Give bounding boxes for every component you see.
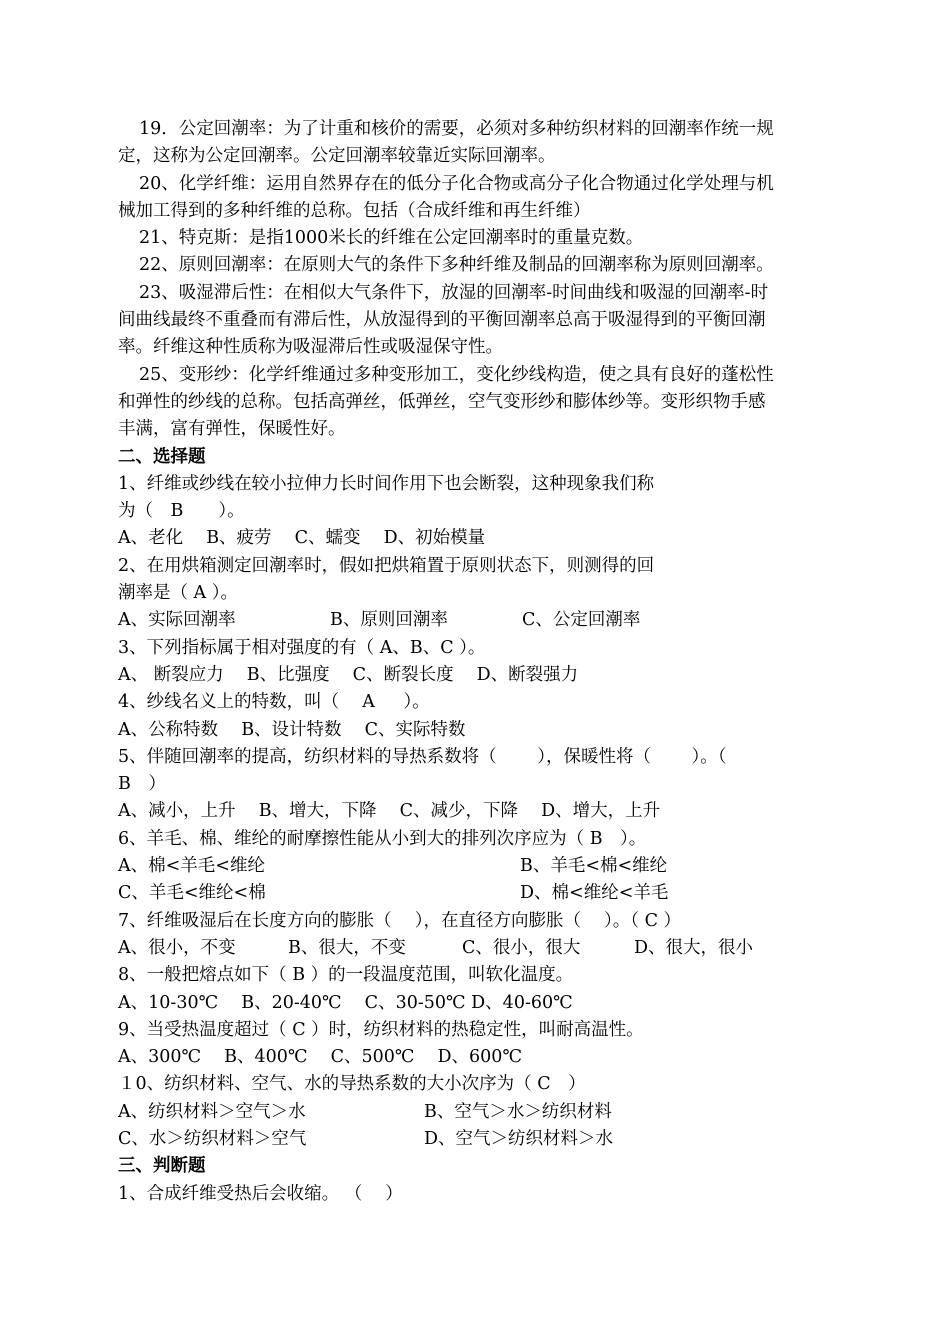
- mc-option: C、水＞纺织材料＞空气: [118, 1128, 307, 1149]
- mc-option: A、纺织材料＞空气＞水: [118, 1101, 306, 1122]
- definition-23-line-3: 率。纤维这种性质称为吸湿滞后性或吸湿保守性。: [118, 337, 503, 358]
- mc-option: C、羊毛<维纶<棉: [118, 883, 266, 904]
- mc-option: D、空气＞纺织材料＞水: [424, 1128, 614, 1149]
- mc-option: D、很大，很小: [634, 937, 754, 958]
- mc-option: B、原则回潮率: [330, 610, 448, 631]
- mc-line: A、公称特数 B、设计特数 C、实际特数: [118, 719, 466, 740]
- mc-option: B、空气＞水＞纺织材料: [424, 1101, 612, 1122]
- definition-19-line-2: 定，这称为公定回潮率。公定回潮率较靠近实际回潮率。: [118, 146, 556, 167]
- mc-line: 9、当受热温度超过（ C ）时，纺织材料的热稳定性，叫耐高温性。: [118, 1019, 644, 1040]
- mc-line: 5、伴随回潮率的提高，纺织材料的导热系数将（ ），保暖性将（ ）。（: [118, 746, 727, 767]
- mc-line: 2、在用烘箱测定回潮率时，假如把烘箱置于原则状态下，则测得的回: [118, 555, 655, 576]
- mc-line: B ）: [118, 774, 166, 795]
- definition-25-line-2: 和弹性的纱线的总称。包括高弹丝，低弹丝，空气变形纱和膨体纱等。变形织物手感: [118, 391, 766, 412]
- mc-line: A、 断裂应力 B、比强度 C、断裂长度 D、断裂强力: [118, 664, 579, 685]
- mc-options-row: [118, 607, 834, 634]
- mc-line: １0、纺织材料、空气、水的导热系数的大小次序为（ C ）: [118, 1074, 586, 1095]
- mc-line: 潮率是（ A ）。: [118, 583, 239, 604]
- mc-line: 为（ B ）。: [118, 501, 245, 522]
- mc-line: 7、纤维吸湿后在长度方向的膨胀（ ），在直径方向膨胀（ ）。（ C ）: [118, 910, 682, 931]
- multiple-choice-questions: [118, 471, 834, 1153]
- definition-21-line-1: 21、特克斯：是指1000米长的纤维在公定回潮率时的重量克数。: [139, 228, 644, 249]
- definition-19-line-1: 19．公定回潮率：为了计重和核价的需要，必须对多种纺织材料的回潮率作统一规: [139, 119, 774, 139]
- mc-option: D、棉<维纶<羊毛: [520, 883, 669, 904]
- definition-20-line-2: 械加工得到的多种纤维的总称。包括（合成纤维和再生纤维）: [118, 200, 591, 221]
- mc-options-row: [118, 1099, 834, 1126]
- mc-line: 3、下列指标属于相对强度的有（ A、B、C ）。: [118, 637, 486, 658]
- mc-options-row: [118, 853, 834, 880]
- mc-line: A、300℃ B、400℃ C、500℃ D、600℃: [118, 1047, 523, 1068]
- mc-options-row: [118, 880, 834, 907]
- mc-line: 8、一般把熔点如下（ B ）的一段温度范围，叫软化温度。: [118, 965, 574, 986]
- section-heading-true-false: 三、判断题: [118, 1156, 206, 1177]
- mc-option: A、实际回潮率: [118, 610, 236, 631]
- document-body: [118, 116, 834, 1208]
- mc-option: A、棉<羊毛<维纶: [118, 856, 265, 877]
- mc-option: B、羊毛<棉<维纶: [520, 856, 668, 877]
- definition-23-line-1: 23、吸湿滞后性：在相似大气条件下，放湿的回潮率-时间曲线和吸湿的回潮率-时: [139, 282, 769, 303]
- definitions-block: [118, 116, 834, 444]
- mc-option: C、公定回潮率: [522, 610, 641, 631]
- definition-23-line-2: 间曲线最终不重叠而有滞后性，从放湿得到的平衡回潮率总高于吸湿得到的平衡回潮: [118, 310, 766, 331]
- definition-22-line-1: 22、原则回潮率：在原则大气的条件下多种纤维及制品的回潮率称为原则回潮率。: [139, 255, 774, 276]
- true-false-question-1: 1、合成纤维受热后会收缩。 （ ）: [118, 1183, 403, 1204]
- mc-options-row: [118, 1126, 834, 1153]
- mc-line: A、减小，上升 B、增大，下降 C、减少，下降 D、增大，上升: [118, 801, 661, 822]
- definition-25-line-3: 丰满，富有弹性，保暖性好。: [118, 419, 346, 440]
- mc-options-row: [118, 935, 834, 962]
- mc-line: A、老化 B、疲劳 C、蠕变 D、初始模量: [118, 528, 486, 549]
- mc-option: C、很小，很大: [462, 937, 581, 958]
- mc-option: B、很大，不变: [288, 937, 406, 958]
- definition-20-line-1: 20、化学纤维：运用自然界存在的低分子化合物或高分子化合物通过化学处理与机: [139, 173, 774, 194]
- mc-line: 6、羊毛、棉、维纶的耐摩擦性能从小到大的排列次序应为（ B ）。: [118, 828, 647, 849]
- section-heading-multiple-choice: 二、选择题: [118, 446, 206, 467]
- mc-line: A、10-30℃ B、20-40℃ C、30-50℃ D、40-60℃: [118, 992, 573, 1013]
- definition-25-line-1: 25、变形纱：化学纤维通过多种变形加工，变化纱线构造，使之具有良好的蓬松性: [139, 364, 774, 385]
- mc-line: 1、纤维或纱线在较小拉伸力长时间作用下也会断裂，这种现象我们称: [118, 473, 655, 494]
- mc-option: A、很小，不变: [118, 937, 236, 958]
- mc-line: 4、纱线名义上的特数，叫（ A ）。: [118, 692, 430, 713]
